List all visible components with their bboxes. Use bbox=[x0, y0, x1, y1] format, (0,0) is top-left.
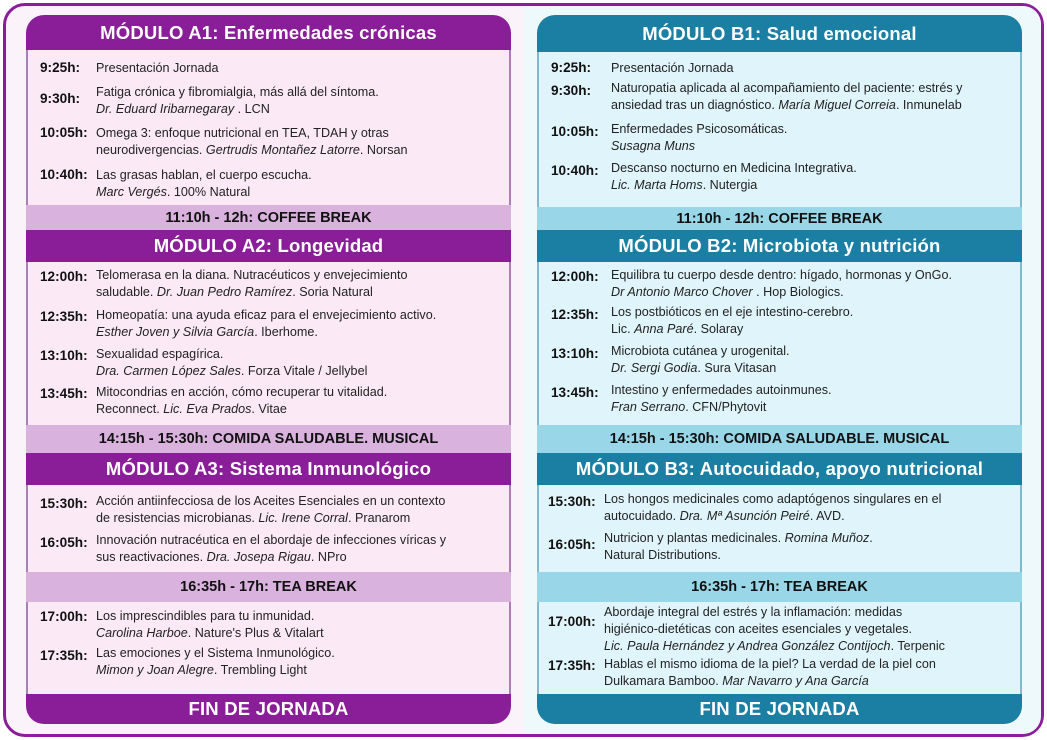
talk-speaker: Marc Vergés bbox=[96, 184, 167, 199]
talk-title: Los postbióticos en el eje intestino-cerebro. bbox=[611, 305, 854, 319]
talk-affiliation: . NPro bbox=[310, 549, 347, 564]
column-a bbox=[26, 15, 511, 725]
talk-title-cont: sus reactivaciones. bbox=[96, 549, 207, 564]
talk-time: 17:35h: bbox=[548, 658, 596, 673]
talk-speaker: Dr. Eduard Iribarnegaray bbox=[96, 101, 235, 116]
talk-title-cont: saludable. bbox=[96, 284, 157, 299]
module-a3-title: MÓDULO A3: Sistema Inmunológico bbox=[26, 453, 511, 485]
talk-affiliation: . Soria Natural bbox=[292, 284, 373, 299]
talk-affiliation: . Inmunelab bbox=[895, 97, 962, 112]
talk-time: 10:05h: bbox=[40, 125, 88, 140]
column-b bbox=[537, 15, 1022, 725]
talk-speaker: Dra. Carmen López Sales bbox=[96, 363, 241, 378]
talk-speaker: Lic. Eva Prados bbox=[163, 401, 252, 416]
talk-speaker: Gertrudis Montañez Latorre bbox=[205, 142, 360, 157]
talk-affiliation: . AVD. bbox=[809, 508, 845, 523]
module-b2-sessions bbox=[537, 262, 1022, 425]
talk-title: Omega 3: enfoque nutricional en TEA, TDAH y otras bbox=[96, 126, 389, 140]
talk-time: 10:40h: bbox=[40, 167, 88, 182]
talk-speaker: Lic. Marta Homs bbox=[611, 177, 703, 192]
talk-time: 12:35h: bbox=[551, 307, 599, 322]
talk-speaker: Lic. Paula Hernández y Andrea González Contijoch bbox=[604, 638, 891, 653]
talk-speaker: Esther Joven y Silvia García bbox=[96, 324, 255, 339]
talk-affiliation: . LCN bbox=[234, 101, 270, 116]
talk-title-cont: Dulkamara Bamboo. bbox=[604, 673, 723, 688]
talk-affiliation: . Trembling Light bbox=[213, 662, 307, 677]
talk-speaker: María Miguel Correia bbox=[778, 97, 896, 112]
talk-speaker: Fran Serrano bbox=[611, 399, 686, 414]
module-b1-sessions bbox=[537, 52, 1022, 207]
talk-time: 13:45h: bbox=[551, 385, 599, 400]
module-b3-title: MÓDULO B3: Autocuidado, apoyo nutricional bbox=[537, 453, 1022, 485]
module-a3-sessions bbox=[26, 485, 511, 572]
talk-title: Las emociones y el Sistema Inmunológico. bbox=[96, 646, 335, 660]
talk-affiliation: . Sura Vitasan bbox=[697, 360, 777, 375]
talk-title: Fatiga crónica y fibromialgia, más allá del síntoma. bbox=[96, 85, 379, 99]
module-b1-title: MÓDULO B1: Salud emocional bbox=[537, 15, 1022, 52]
module-b4-sessions bbox=[537, 602, 1022, 694]
talk-time: 17:00h: bbox=[40, 609, 88, 624]
talk-speaker: Susagna Muns bbox=[611, 138, 696, 153]
talk-time: 10:40h: bbox=[551, 163, 599, 178]
talk-title: Intestino y enfermedades autoinmunes. bbox=[611, 383, 832, 397]
talk-speaker: Mar Navarro y Ana García bbox=[722, 673, 869, 688]
fin-de-jornada: FIN DE JORNADA bbox=[26, 694, 511, 724]
talk-title: Mitocondrias en acción, cómo recuperar tu vitalidad. bbox=[96, 385, 388, 399]
talk-time: 9:25h: bbox=[551, 60, 592, 75]
talk-speaker: Dr. Juan Pedro Ramírez bbox=[156, 284, 293, 299]
talk-affiliation: . Nutergia bbox=[702, 177, 758, 192]
talk-speaker: Mimon y Joan Alegre bbox=[96, 662, 214, 677]
talk-title: Innovación nutracéutica en el abordaje de infecciones víricas y bbox=[96, 533, 447, 547]
talk-title: Abordaje integral del estrés y la inflamación: medidas bbox=[604, 605, 903, 619]
talk-time: 12:00h: bbox=[40, 269, 88, 284]
module-b2-title: MÓDULO B2: Microbiota y nutrición bbox=[537, 230, 1022, 262]
coffee-break-bar: 11:10h - 12h: COFFEE BREAK bbox=[537, 207, 1022, 230]
talk-affiliation: . Terpenic bbox=[890, 638, 945, 653]
talk-affiliation: . Vitae bbox=[251, 401, 287, 416]
talk-speaker: Anna Paré bbox=[634, 321, 694, 336]
talk-time: 13:10h: bbox=[40, 348, 88, 363]
talk-speaker: Dra. Mª Asunción Peiré bbox=[679, 508, 810, 523]
talk-title: Descanso nocturno en Medicina Integrativa. bbox=[611, 161, 857, 175]
module-a2-sessions bbox=[26, 262, 511, 425]
talk-affiliation: . 100% Natural bbox=[166, 184, 251, 199]
talk-time: 16:05h: bbox=[40, 535, 88, 550]
talk-speaker: Romina Muñoz bbox=[784, 531, 870, 545]
module-a1-sessions bbox=[26, 50, 511, 205]
talk-title: Microbiota cutánea y urogenital. bbox=[611, 344, 790, 358]
talk-affiliation: . CFN/Phytovit bbox=[685, 399, 767, 414]
talk-time: 13:10h: bbox=[551, 346, 599, 361]
talk-affiliation: . Forza Vitale / Jellybel bbox=[240, 363, 368, 378]
module-a2-title: MÓDULO A2: Longevidad bbox=[26, 230, 511, 262]
talk-speaker: Carolina Harboe bbox=[96, 625, 188, 640]
talk-affiliation: . Iberhome. bbox=[254, 324, 318, 339]
talk-time: 15:30h: bbox=[40, 496, 88, 511]
talk-title: Enfermedades Psicosomáticas. bbox=[611, 122, 788, 136]
talk-time: 12:00h: bbox=[551, 269, 599, 284]
talk-time: 9:30h: bbox=[551, 83, 592, 98]
coffee-break-bar: 11:10h - 12h: COFFEE BREAK bbox=[26, 205, 511, 230]
talk-affiliation: . Norsan bbox=[359, 142, 408, 157]
talk-title: Sexualidad espagírica. bbox=[96, 347, 224, 361]
talk-affiliation: . Solaray bbox=[693, 321, 744, 336]
talk-title: Homeopatía: una ayuda eficaz para el envejecimiento activo. bbox=[96, 308, 437, 322]
talk-title: Los imprescindibles para tu inmunidad. bbox=[96, 609, 315, 623]
fin-de-jornada: FIN DE JORNADA bbox=[537, 694, 1022, 724]
talk-affiliation: . Pranarom bbox=[347, 510, 411, 525]
talk-time: 12:35h: bbox=[40, 309, 88, 324]
lunch-break-bar: 14:15h - 15:30h: COMIDA SALUDABLE. MUSICAL bbox=[26, 425, 511, 453]
talk-title: Nutricion y plantas medicinales. bbox=[604, 531, 785, 545]
tea-break-bar: 16:35h - 17h: TEA BREAK bbox=[537, 572, 1022, 602]
lunch-break-bar: 14:15h - 15:30h: COMIDA SALUDABLE. MUSICAL bbox=[537, 425, 1022, 453]
talk-title: Equilibra tu cuerpo desde dentro: hígado, hormonas y OnGo. bbox=[611, 268, 952, 282]
talk-title-cont: ansiedad tras un diagnóstico. bbox=[611, 97, 779, 112]
talk-title-cont: Natural Distributions. bbox=[604, 547, 721, 562]
talk-title: Presentación Jornada bbox=[96, 61, 219, 75]
talk-speaker: Dr. Sergi Godia bbox=[611, 360, 698, 375]
talk-speaker: Dr Antonio Marco Chover bbox=[611, 284, 753, 299]
talk-time: 13:45h: bbox=[40, 386, 88, 401]
talk-title: Hablas el mismo idioma de la piel? La verdad de la piel con bbox=[604, 657, 936, 671]
talk-title: Presentación Jornada bbox=[611, 61, 734, 75]
tea-break-bar: 16:35h - 17h: TEA BREAK bbox=[26, 572, 511, 602]
talk-time: 15:30h: bbox=[548, 494, 596, 509]
talk-speaker: Lic. Irene Corral bbox=[258, 510, 348, 525]
talk-title: Telomerasa en la diana. Nutracéuticos y envejecimiento bbox=[96, 268, 408, 282]
talk-affiliation: . Nature's Plus & Vitalart bbox=[187, 625, 324, 640]
talk-time: 9:30h: bbox=[40, 91, 81, 106]
talk-title-cont: de resistencias microbianas. bbox=[96, 510, 259, 525]
talk-title-cont: higiénico-dietéticas con aceites esenciales y vegetales. bbox=[604, 621, 913, 636]
talk-title: Naturopatia aplicada al acompañamiento del paciente: estrés y bbox=[611, 81, 963, 95]
talk-title-cont: neurodivergencias. bbox=[96, 142, 206, 157]
talk-time: 10:05h: bbox=[551, 124, 599, 139]
talk-title-cont: autocuidado. bbox=[604, 508, 680, 523]
talk-title: Los hongos medicinales como adaptógenos singulares en el bbox=[604, 492, 942, 506]
talk-speaker: Dra. Josepa Rigau bbox=[206, 549, 311, 564]
module-a4-sessions bbox=[26, 602, 511, 694]
talk-title-cont: Reconnect. bbox=[96, 401, 164, 416]
module-b3-sessions bbox=[537, 485, 1022, 572]
talk-affiliation: . bbox=[869, 531, 873, 545]
talk-speaker-prefix: Lic. bbox=[611, 321, 635, 336]
talk-title: Acción antiinfecciosa de los Aceites Esenciales en un contexto bbox=[96, 494, 446, 508]
talk-time: 16:05h: bbox=[548, 537, 596, 552]
talk-time: 17:00h: bbox=[548, 614, 596, 629]
talk-affiliation: . Hop Biologics. bbox=[752, 284, 844, 299]
talk-time: 9:25h: bbox=[40, 60, 81, 75]
module-a1-title: MÓDULO A1: Enfermedades crónicas bbox=[26, 15, 511, 50]
talk-title: Las grasas hablan, el cuerpo escucha. bbox=[96, 168, 312, 182]
talk-time: 17:35h: bbox=[40, 648, 88, 663]
